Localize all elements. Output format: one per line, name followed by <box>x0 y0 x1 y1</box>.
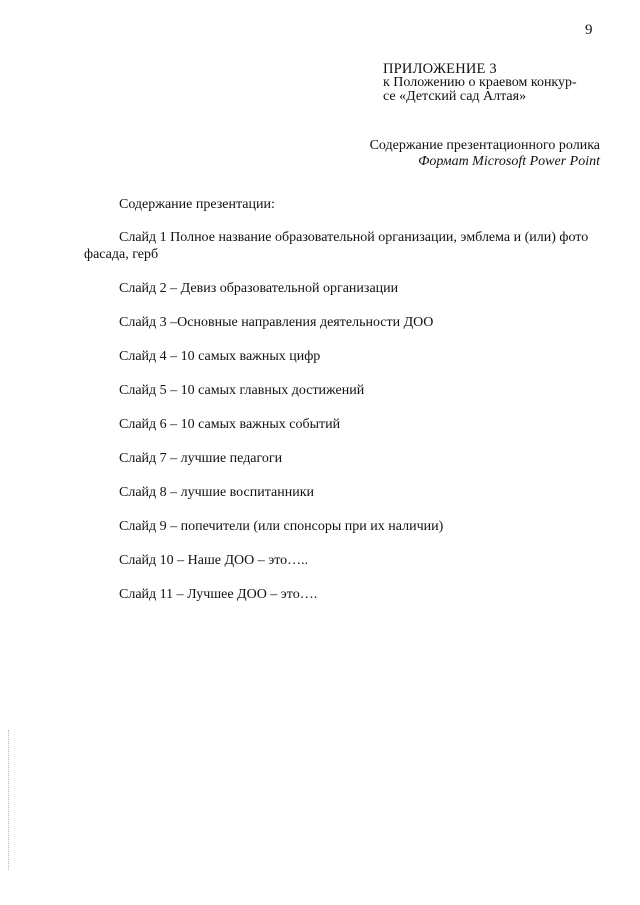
slide-item-3: Слайд 3 –Основные направления деятельности ДОО <box>119 315 434 330</box>
appendix-title: ПРИЛОЖЕНИЕ 3 <box>383 61 497 77</box>
slide-list <box>84 229 604 603</box>
slide-item-11: Слайд 11 – Лучшее ДОО – это…. <box>119 587 318 602</box>
page-number: 9 <box>585 22 593 38</box>
slide-item-1: Слайд 1 Полное название образовательной организации, эмблема и (или) фото фасада, герб <box>84 230 589 262</box>
slide-item-7: Слайд 7 – лучшие педагоги <box>119 451 283 466</box>
appendix-line-1: к Положению о краевом конкур- <box>383 75 577 90</box>
intro-text: Содержание презентации: <box>119 197 275 212</box>
slide-item-6: Слайд 6 – 10 самых важных событий <box>119 417 341 432</box>
slide-item-4: Слайд 4 – 10 самых важных цифр <box>119 349 321 364</box>
slide-item-9: Слайд 9 – попечители (или спонсоры при их наличии) <box>119 519 444 534</box>
format-note: Формат Microsoft Power Point <box>418 154 600 169</box>
slide-item-8: Слайд 8 – лучшие воспитанники <box>119 485 315 500</box>
section-title: Содержание презентационного ролика <box>369 138 600 153</box>
document-body <box>84 196 604 620</box>
scan-margin-mark <box>8 730 10 870</box>
slide-item-10: Слайд 10 – Наше ДОО – это….. <box>119 553 309 568</box>
section-header <box>370 138 600 170</box>
appendix-line-2: се «Детский сад Алтая» <box>383 89 527 104</box>
slide-item-2: Слайд 2 – Девиз образовательной организации <box>119 281 399 296</box>
slide-item-5: Слайд 5 – 10 самых главных достижений <box>119 383 365 398</box>
appendix-block <box>383 62 577 104</box>
